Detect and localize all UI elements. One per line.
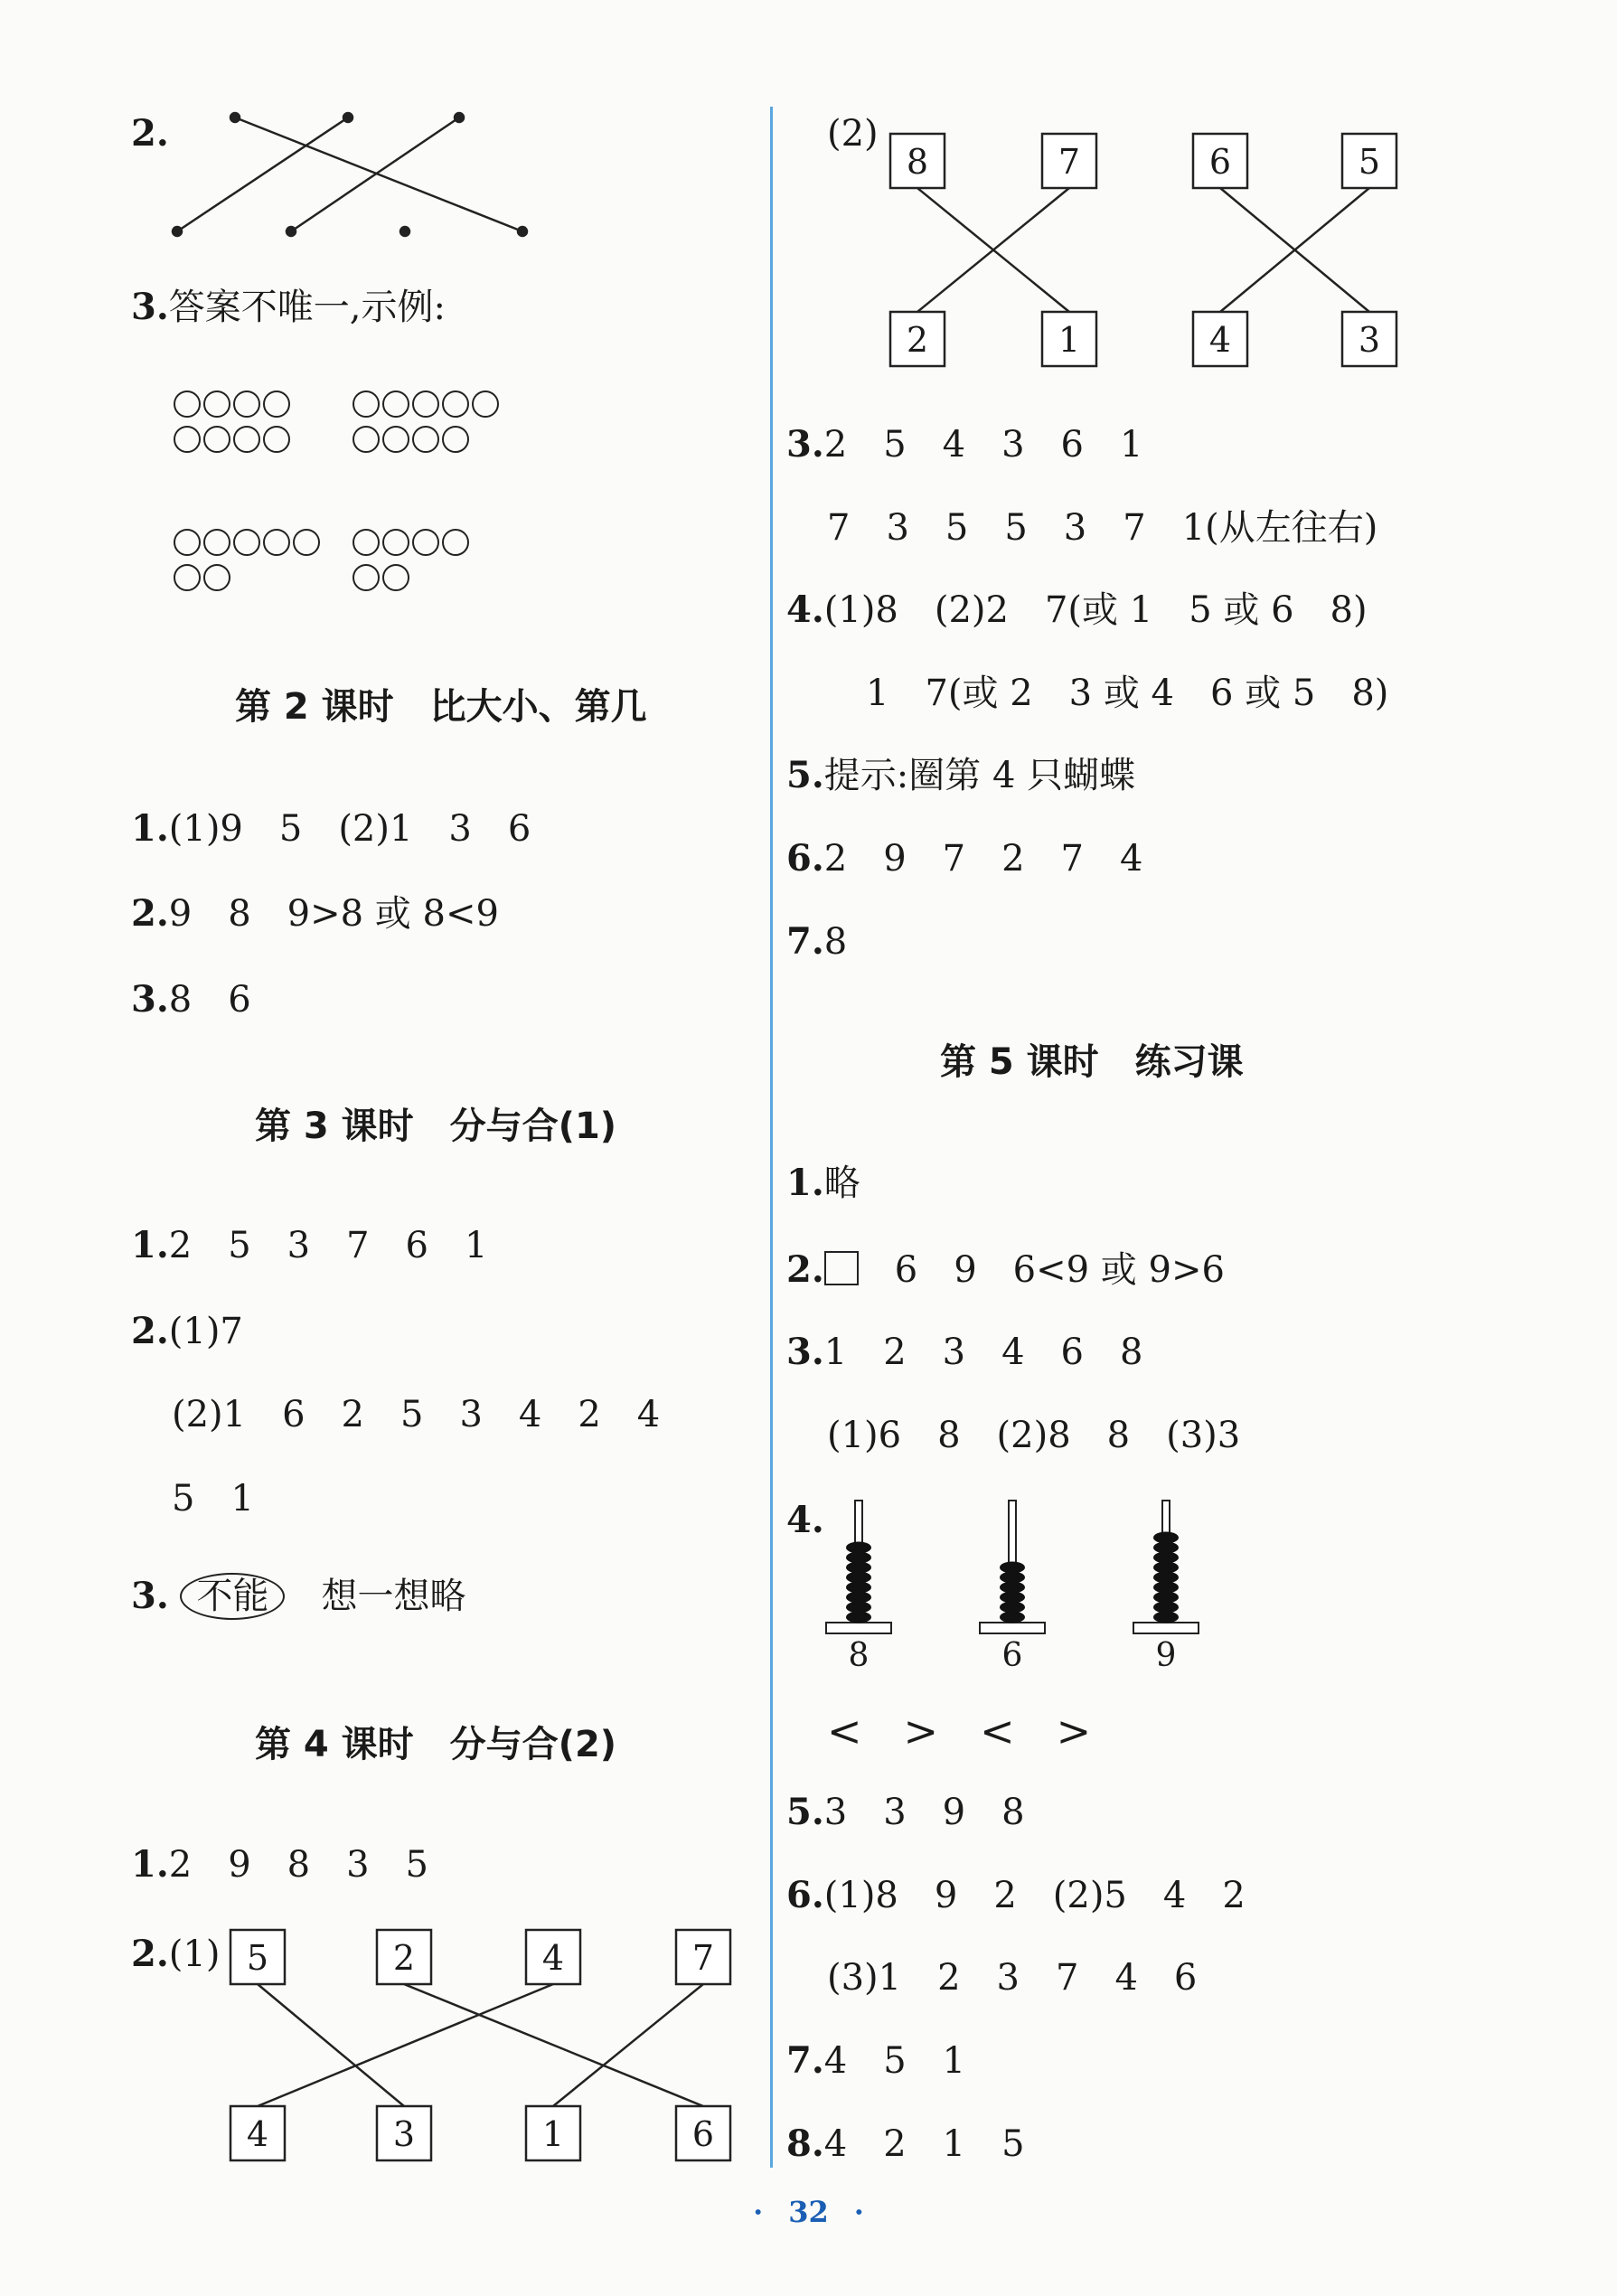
box-matching-diagram-2 — [881, 127, 1424, 371]
box-number: 2 — [906, 320, 929, 360]
dot — [518, 227, 527, 236]
s5-q8: 8.4 2 1 5 — [786, 2122, 1025, 2165]
s5-q3: 3.1 2 3 4 6 8 — [786, 1331, 1143, 1373]
s5-q6: 6.(1)8 9 2 (2)5 4 2 — [786, 1874, 1246, 1916]
box-number: 4 — [1208, 320, 1232, 360]
abacus-bead — [846, 1542, 871, 1554]
sec3-q3: 3. 不能 想一想略 — [131, 1573, 465, 1620]
box-number: 8 — [906, 142, 929, 182]
s5-q2: 2. 6 9 6<9 或 9>6 — [786, 1248, 1225, 1291]
abacus-base — [1133, 1623, 1199, 1633]
box-number: 2 — [392, 1938, 416, 1978]
dot — [173, 227, 182, 236]
abacus-diagram — [818, 1491, 1225, 1681]
section-title-lesson-4: 第 4 课时 分与合(2) — [255, 1724, 617, 1765]
s5-compare-signs: < > < > — [827, 1707, 1092, 1755]
q2-label: 2. — [131, 112, 169, 155]
q3-line: 3.答案不唯一,示例: — [131, 286, 446, 328]
sec2-q1: 1.(1)9 5 (2)1 3 6 — [131, 807, 531, 850]
abacus-label: 9 — [1155, 1637, 1177, 1674]
box-number: 1 — [1058, 320, 1081, 360]
s5-q4-label: 4. — [786, 1499, 824, 1541]
sec2-q3: 3.8 6 — [131, 978, 251, 1021]
box-matching-diagram-1 — [217, 1925, 750, 2169]
empty-square — [824, 1251, 859, 1285]
section-title-lesson-3: 第 3 课时 分与合(1) — [255, 1106, 617, 1147]
section-title-lesson-2: 第 2 课时 比大小、第几 — [235, 686, 647, 728]
box-number: 6 — [691, 2114, 715, 2154]
r-q6: 6.2 9 7 2 7 4 — [786, 837, 1143, 880]
box-number: 4 — [246, 2114, 269, 2154]
sec3-q2-line2: (2)1 6 2 5 3 4 2 4 — [172, 1394, 661, 1435]
abacus — [826, 1501, 891, 1674]
box-number: 5 — [1358, 142, 1381, 182]
abacus-label: 6 — [1001, 1637, 1023, 1674]
box-number: 4 — [541, 1938, 565, 1978]
section-title-lesson-5: 第 5 课时 练习课 — [940, 1041, 1244, 1083]
box-number: 7 — [691, 1938, 715, 1978]
dot — [287, 227, 296, 236]
dot — [455, 113, 464, 122]
abacus-bead — [1153, 1532, 1179, 1544]
s5-q6-line2: (3)1 2 3 7 4 6 — [827, 1957, 1198, 1999]
sec3-q1: 1.2 5 3 7 6 1 — [131, 1224, 488, 1266]
circle-group — [174, 530, 319, 590]
sec3-q2-line3: 5 1 — [172, 1478, 254, 1520]
matching-lines-diagram — [163, 99, 542, 244]
page-number: · 32 · — [753, 2195, 864, 2229]
s5-q5: 5.3 3 9 8 — [786, 1791, 1025, 1833]
circle-groups-diagram — [167, 384, 529, 601]
circle-group — [353, 391, 498, 452]
match-line — [235, 118, 522, 231]
abacus-label: 8 — [848, 1637, 870, 1674]
box-number: 3 — [392, 2114, 416, 2154]
sec3-q2: 2.(1)7 — [131, 1310, 243, 1352]
s5-q1: 1.略 — [786, 1162, 860, 1204]
sec4-q2-label: 2.(1) — [131, 1933, 221, 1975]
r-q3-line2: 7 3 5 5 3 7 1(从左往右) — [827, 507, 1378, 549]
box-number: 5 — [246, 1938, 269, 1978]
r-q7: 7.8 — [786, 920, 848, 963]
dot — [343, 113, 353, 122]
abacus-base — [980, 1623, 1045, 1633]
abacus-base — [826, 1623, 891, 1633]
circled-answer: 不能 — [180, 1573, 285, 1620]
match-line — [177, 118, 348, 231]
box-number: 6 — [1208, 142, 1232, 182]
r-q4: 4.(1)8 (2)2 7(或 1 5 或 6 8) — [786, 588, 1368, 631]
sec4-q1: 1.2 9 8 3 5 — [131, 1843, 429, 1886]
column-divider — [770, 107, 773, 2168]
circle-group — [174, 391, 289, 452]
circle-group — [353, 530, 468, 590]
s5-q7: 7.4 5 1 — [786, 2039, 966, 2082]
box-number: 7 — [1058, 142, 1081, 182]
box-number: 1 — [541, 2114, 565, 2154]
abacus — [1133, 1501, 1199, 1674]
r-q5: 5.提示:圈第 4 只蝴蝶 — [786, 754, 1136, 796]
dot — [400, 227, 409, 236]
s5-q3-line2: (1)6 8 (2)8 8 (3)3 — [827, 1415, 1241, 1456]
r-q4-line2: 1 7(或 2 3 或 4 6 或 5 8) — [866, 673, 1389, 714]
r-q3: 3.2 5 4 3 6 1 — [786, 423, 1143, 466]
sec2-q2: 2.9 8 9>8 或 8<9 — [131, 892, 499, 935]
dot — [230, 113, 240, 122]
q2-sub-label: (2) — [827, 113, 879, 155]
match-line — [291, 118, 459, 231]
abacus — [980, 1501, 1045, 1674]
abacus-bead — [1000, 1562, 1025, 1574]
box-number: 3 — [1358, 320, 1381, 360]
